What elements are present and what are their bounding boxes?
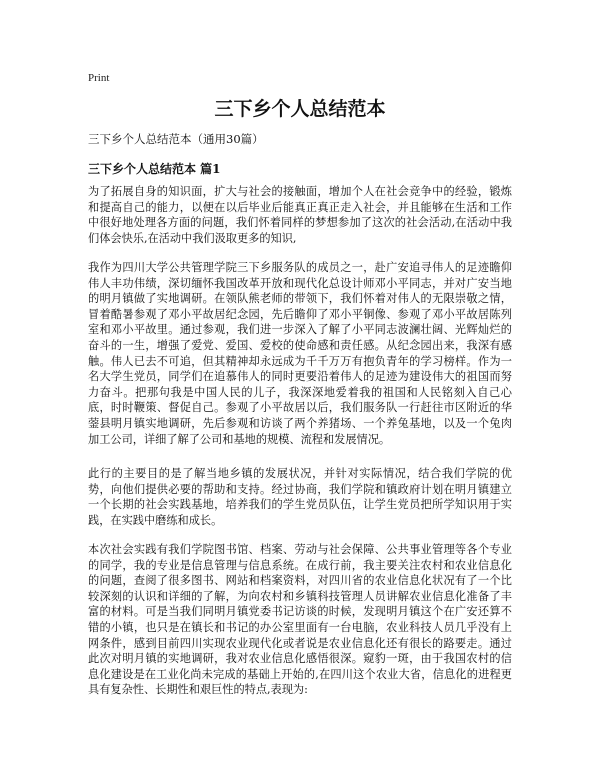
section-heading: 三下乡个人总结范本 篇1 bbox=[88, 162, 221, 176]
page-title: 三下乡个人总结范本 bbox=[214, 98, 386, 120]
paragraph-4: 本次社会实践有我们学院图书馆、档案、劳动与社会保障、公共事业管理等各个专业的同学，我的专业是信息管理与信息系统。在成行前，我主要关注农村和农业信息化的问题，查阅了很多图书、网站和档案资料，对四川省的农业信息化状况有了一个比较深刻的认识和详细的了解，为向农村和乡镇科技管理人员讲解农业信息化准备了丰富的材料。可是当我们同明月镇党委书记访谈的时候，发现明月镇这个在广安还算不错的小镇，也只是在镇长和书记的办公室里面有一台电脑，农业科技人员几乎没有上网条件，感到目前四川实现农业现代化或者说是农业信息化还有很长的路要走。通过此次对明月镇的实地调研，我对农业信息化感悟很深。窥豹一斑，由于我国农村的信息化建设是在工业化尚未完成的基础上开始的,在四川这个农业大省，信息化的进程更具有复杂性、长期性和艰巨性的特点,表现为: bbox=[88, 543, 512, 697]
document-subtitle: 三下乡个人总结范本（通用30篇） bbox=[88, 132, 264, 146]
print-link[interactable]: Print bbox=[88, 72, 110, 84]
paragraph-1: 为了拓展自身的知识面，扩大与社会的接触面，增加个人在社会竞争中的经验，锻炼和提高自己的能力，以便在以后毕业后能真正真正走入社会，并且能够在生活和工作中很好地处理各方面的问题，我们怀着同样的梦想参加了这次的社会活动,在活动中我们体会快乐,在活动中我们汲取更多的知识, bbox=[88, 185, 512, 245]
paragraph-3: 此行的主要目的是了解当地乡镇的发展状况，并针对实际情况，结合我们学院的优势，向他们提供必要的帮助和支持。经过协商，我们学院和镇政府计划在明月镇建立一个长期的社会实践基地，培养我们的学生党员队伍，让学生党员把所学知识用于实践，在实践中磨练和成长。 bbox=[88, 467, 512, 527]
paragraph-2: 我作为四川大学公共管理学院三下乡服务队的成员之一，赴广安追寻伟人的足迹瞻仰伟人丰功伟绩，深切缅怀我国改革开放和现代化总设计师邓小平同志，并对广安当地的明月镇做了实地调研。在领队熊老师的带领下，我们怀着对伟人的无限崇敬之情，冒着酷暑参观了邓小平故居纪念园，先后瞻仰了邓小平铜像、参观了邓小平故居陈列室和邓小平故里。通过参观，我们进一步深入了解了小平同志波澜壮阔、光辉灿烂的奋斗的一生，增强了爱党、爱国、爱校的使命感和责任感。从纪念园出来，我深有感触。伟人已去不可追，但其精神却永远成为千千万万有抱负青年的学习榜样。作为一名大学生党员，同学们在追慕伟人的同时更要沿着伟人的足迹为建设伟大的祖国而努力奋斗。把那句我是中国人民的儿子，我深深地爱着我的祖国和人民铭刻入自己心底，时时鞭策、督促自己。参观了小平故居以后，我们服务队一行赶往市区附近的华蓥县明月镇实地调研，先后参观和访谈了两个养猪场、一个养兔基地，以及一个兔肉加工公司，详细了解了公司和基地的规模、流程和发展情况。 bbox=[88, 261, 512, 446]
